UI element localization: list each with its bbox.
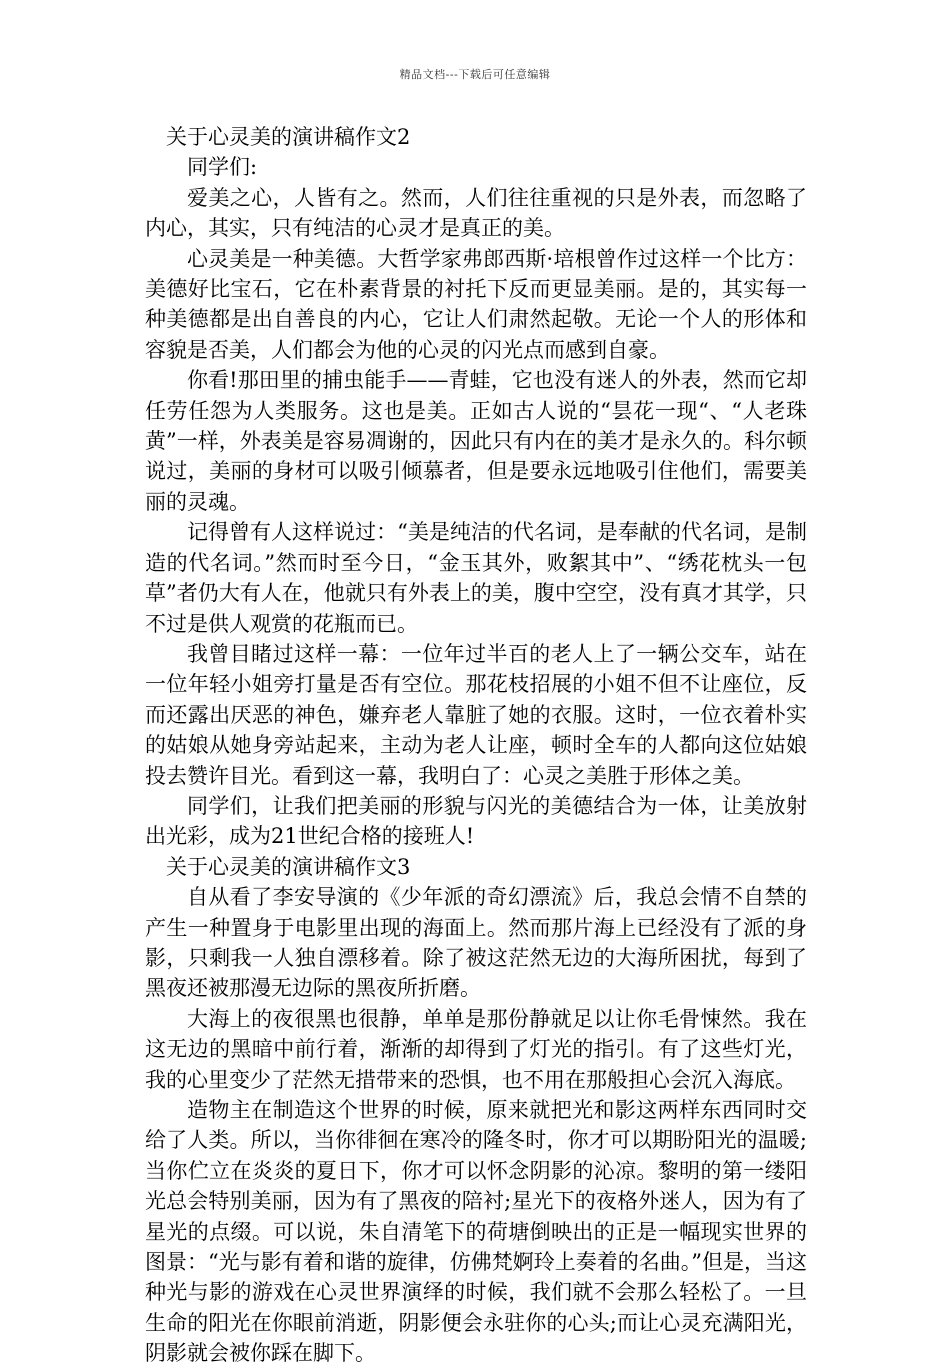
paragraph: 记得曾有人这样说过：“美是纯洁的代名词，是奉献的代名词，是制造的代名词。”然而时至今日，“金玉其外，败絮其中”、“绣花枕头一包草”者仍大有人在，他就只有外表上的美，腹中空空，没有真才其学，只不过是供人观赏的花瓶而已。	[145, 520, 807, 636]
paragraph: 大海上的夜很黑也很静，单单是那份静就足以让你毛骨悚然。我在这无边的黑暗中前行着，渐渐的却得到了灯光的指引。有了这些灯光，我的心里变少了茫然无措带来的恐惧，也不用在那般担心会沉入海底。	[145, 1006, 807, 1092]
paragraph: 我曾目睹过这样一幕：一位年过半百的老人上了一辆公交车，站在一位年轻小姐旁打量是否有空位。那花枝招展的小姐不但不让座位，反而还露出厌恶的神色，嫌弃老人靠脏了她的衣服。这时，一位衣着朴实的姑娘从她身旁站起来，主动为老人让座，顿时全车的人都向这位姑娘投去赞许目光。看到这一幕，我明白了：心灵之美胜于形体之美。	[145, 641, 807, 788]
paragraph: 自从看了李安导演的《少年派的奇幻漂流》后，我总会情不自禁的产生一种置身于电影里出现的海面上。然而那片海上已经没有了派的身影，只剩我一人独自漂移着。除了被这茫然无边的大海所困扰，每到了黑夜还被那漫无边际的黑夜所折磨。	[145, 885, 807, 1001]
section-3-title: 关于心灵美的演讲稿作文3	[166, 854, 411, 879]
paragraph: 爱美之心，人皆有之。然而，人们往往重视的只是外表，而忽略了内心，其实，只有纯洁的心灵才是真正的美。	[145, 185, 807, 241]
document-body	[145, 122, 807, 1369]
section-2-title: 关于心灵美的演讲稿作文2	[166, 125, 411, 149]
section-2-greeting: 同学们:	[187, 155, 258, 180]
paragraph: 造物主在制造这个世界的时候，原来就把光和影这两样东西同时交给了人类。所以，当你徘徊在寒冷的隆冬时，你才可以期盼阳光的温暖;当你伫立在炎炎的夏日下，你才可以怀念阴影的沁凉。黎明的第一缕阳光总会特别美丽，因为有了黑夜的陪衬;星光下的夜格外迷人，因为有了星光的点缀。可以说，朱自清笔下的荷塘倒映出的正是一幅现实世界的图景：“光与影有着和谐的旋律，仿佛梵婀玲上奏着的名曲。”但是，当这种光与影的游戏在心灵世界演绎的时候，我们就不会那么轻松了。一旦生命的阳光在你眼前消逝，阴影便会永驻你的心头;而让心灵充满阳光，阴影就会被你踩在脚下。	[145, 1098, 807, 1366]
paragraph: 同学们，让我们把美丽的形貌与闪光的美德结合为一体，让美放射出光彩，成为21世纪合格的接班人!	[145, 793, 807, 849]
paragraph: 你看!那田里的捕虫能手——青蛙，它也没有迷人的外表，然而它却任劳任怨为人类服务。这也是美。正如古人说的“昙花一现“、“人老珠黄”一样，外表美是容易凋谢的，因此只有内在的美才是永久的。科尔顿说过，美丽的身材可以吸引倾慕者，但是要永远地吸引住他们，需要美丽的灵魂。	[145, 368, 807, 514]
page-header: 精品文档---下载后可任意编辑	[399, 68, 551, 81]
paragraph: 心灵美是一种美德。大哲学家弗郎西斯·培根曾作过这样一个比方：美德好比宝石，它在朴素背景的衬托下反而更显美丽。是的，其实每一种美德都是出自善良的内心，它让人们肃然起敬。无论一个人的形体和容貌是否美，人们都会为他的心灵的闪光点而感到自豪。	[145, 246, 807, 362]
